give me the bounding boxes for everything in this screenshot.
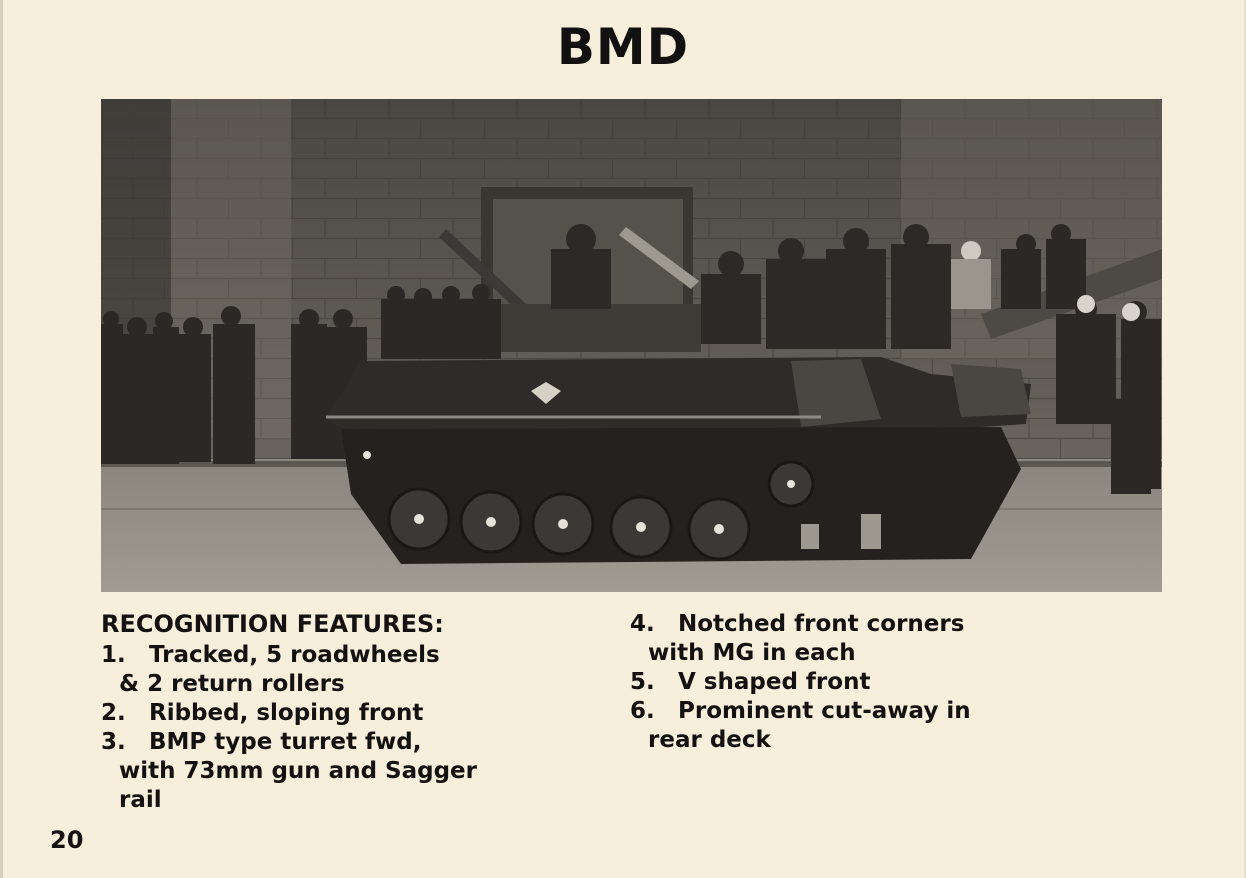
feature-item-6 — [630, 697, 1050, 726]
feature-text: Notched front corners — [678, 611, 965, 637]
feature-number: 2. — [101, 700, 126, 726]
feature-text-cont: rear deck — [648, 727, 771, 753]
feature-item-1 — [101, 641, 601, 670]
feature-number: 3. — [101, 729, 126, 755]
feature-item-5 — [630, 668, 1050, 697]
recognition-features-left — [101, 610, 601, 815]
feature-item-2 — [101, 699, 601, 728]
feature-number: 5. — [630, 669, 655, 695]
feature-number: 6. — [630, 698, 655, 724]
recognition-features-right — [630, 610, 1050, 755]
feature-text: Prominent cut-away in — [678, 698, 971, 724]
tank-photo — [101, 99, 1162, 592]
feature-text-cont: with MG in each — [648, 640, 856, 666]
recognition-heading: RECOGNITION FEATURES: — [101, 610, 444, 638]
page-title: BMD — [556, 18, 690, 76]
feature-text-cont: with 73mm gun and Sagger — [119, 758, 477, 784]
feature-text-cont: & 2 return rollers — [119, 671, 345, 697]
feature-text: Tracked, 5 roadwheels — [149, 642, 440, 668]
page-number: 20 — [50, 826, 84, 854]
feature-text: BMP type turret fwd, — [149, 729, 422, 755]
feature-number: 1. — [101, 642, 126, 668]
feature-item-4 — [630, 610, 1050, 639]
feature-text-cont: rail — [119, 787, 162, 813]
feature-text: Ribbed, sloping front — [149, 700, 424, 726]
bleed-through-decoration — [1110, 590, 1230, 850]
feature-item-3 — [101, 728, 601, 757]
feature-text: V shaped front — [678, 669, 871, 695]
photo-illustration — [101, 99, 1162, 592]
feature-number: 4. — [630, 611, 655, 637]
